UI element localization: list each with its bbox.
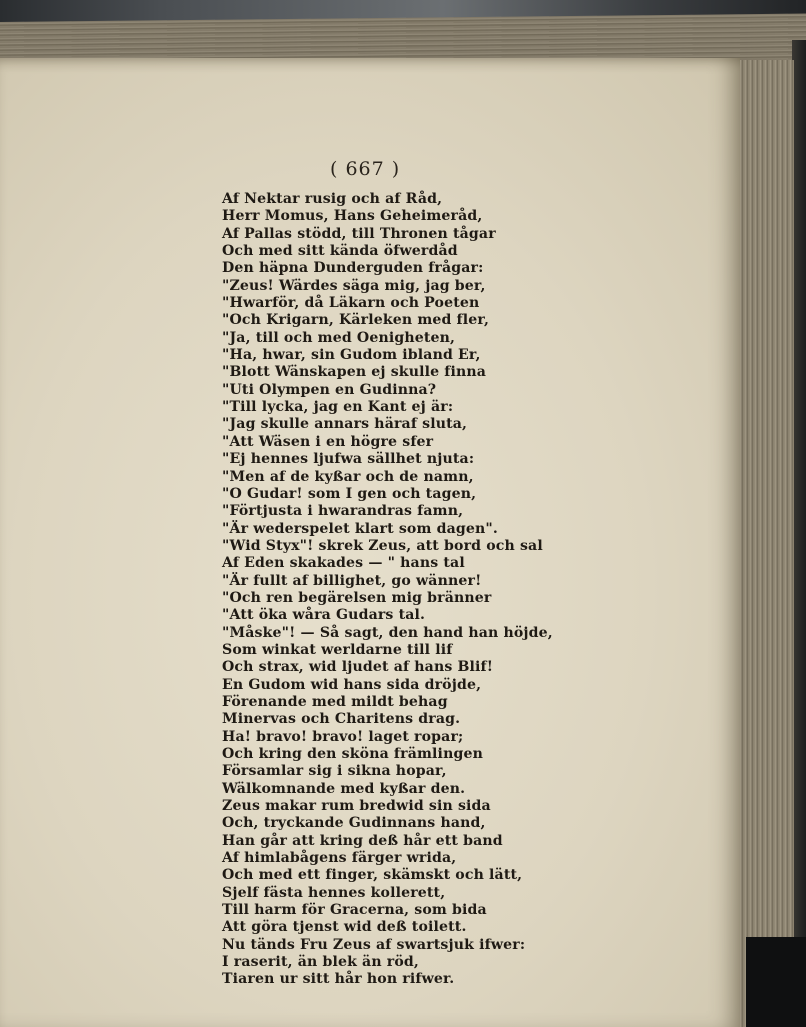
poem-line: "Och ren begärelsen mig bränner: [222, 589, 492, 606]
poem-line: "Förtjusta i hwarandras famn,: [222, 503, 464, 520]
poem-line: "Ha, hwar, sin Gudom ibland Er,: [222, 347, 481, 364]
poem-line: Tiaren ur sitt hår hon rifwer.: [222, 971, 455, 988]
page-edges-right: [733, 60, 794, 1027]
poem-line: Och med sitt kända öfwerdåd: [222, 243, 458, 260]
poem-line: Herr Momus, Hans Geheimeråd,: [222, 208, 483, 225]
poem-line: Ha! bravo! bravo! laget ropar;: [222, 728, 464, 745]
poem-line: "Uti Olympen en Gudinna?: [222, 381, 437, 398]
poem-line: Och med ett finger, skämskt och lätt,: [222, 867, 523, 884]
poem-line: Af Pallas stödd, till Thronen tågar: [222, 225, 496, 242]
poem-line: Till harm för Gracerna, som bida: [222, 902, 487, 919]
poem-line: Och kring den sköna främlingen: [222, 746, 483, 762]
book-page: [0, 58, 740, 1027]
poem-line: Af himlabågens färger wrida,: [222, 850, 457, 867]
poem-line: "Måske"! — Så sagt, den hand han höjde,: [222, 624, 553, 641]
poem-line: Att göra tjenst wid deß toilett.: [222, 919, 467, 936]
poem-line: Och, tryckande Gudinnans hand,: [222, 815, 486, 832]
poem-text: [222, 191, 602, 989]
poem-line: Församlar sig i sikna hopar,: [222, 763, 447, 780]
poem-line: Sjelf fästa hennes kollerett,: [222, 884, 446, 901]
poem-line: "Att Wäsen i en högre sfer: [222, 433, 434, 450]
poem-line: "Wid Styx"! skrek Zeus, att bord och sal: [222, 537, 543, 554]
poem-line: "Ja, till och med Oenigheten,: [222, 329, 456, 346]
poem-line: "Jag skulle annars häraf sluta,: [222, 416, 468, 433]
poem-line: "Men af de kyßar och de namn,: [222, 468, 474, 485]
poem-line: "Och Krigarn, Kärleken med fler,: [222, 312, 489, 329]
poem-line: Wälkomnande med kyßar den.: [222, 780, 466, 797]
poem-line: "Ej hennes ljufwa sällhet njuta:: [222, 451, 475, 468]
poem-line: "Är wederspelet klart som dagen".: [222, 520, 498, 537]
poem-line: Den häpna Dunderguden frågar:: [222, 260, 484, 277]
poem-line: Af Nektar rusig och af Råd,: [222, 191, 443, 207]
poem-line: Minervas och Charitens drag.: [222, 711, 461, 728]
poem-line: Förenande med mildt behag: [222, 693, 448, 710]
poem-line: "Zeus! Wärdes säga mig, jag ber,: [222, 277, 486, 294]
book-cover-edge: [792, 40, 806, 1027]
background-corner: [746, 937, 806, 1027]
poem-line: Han går att kring deß hår ett band: [222, 832, 503, 849]
poem-line: "O Gudar! som I gen och tagen,: [222, 485, 477, 502]
poem-line: "Till lycka, jag en Kant ej är:: [222, 399, 454, 416]
poem-line: "Är fullt af billighet, go wänner!: [222, 572, 482, 589]
poem-line: En Gudom wid hans sida dröjde,: [222, 676, 482, 693]
poem-line: Och strax, wid ljudet af hans Blif!: [222, 659, 494, 676]
poem-line: "Att öka wåra Gudars tal.: [222, 607, 426, 624]
poem-line: "Blott Wänskapen ej skulle finna: [222, 364, 487, 381]
page-number: ( 667 ): [330, 158, 401, 180]
poem-line: I raserit, än blek än röd,: [222, 954, 419, 971]
poem-line: Som winkat werldarne till lif: [222, 641, 453, 658]
poem-line: "Hwarför, då Läkarn och Poeten: [222, 295, 480, 312]
poem-line: Zeus makar rum bredwid sin sida: [222, 798, 491, 815]
poem-line: Af Eden skakades — " hans tal: [222, 555, 465, 572]
poem-line: Nu tänds Fru Zeus af swartsjuk ifwer:: [222, 936, 526, 953]
